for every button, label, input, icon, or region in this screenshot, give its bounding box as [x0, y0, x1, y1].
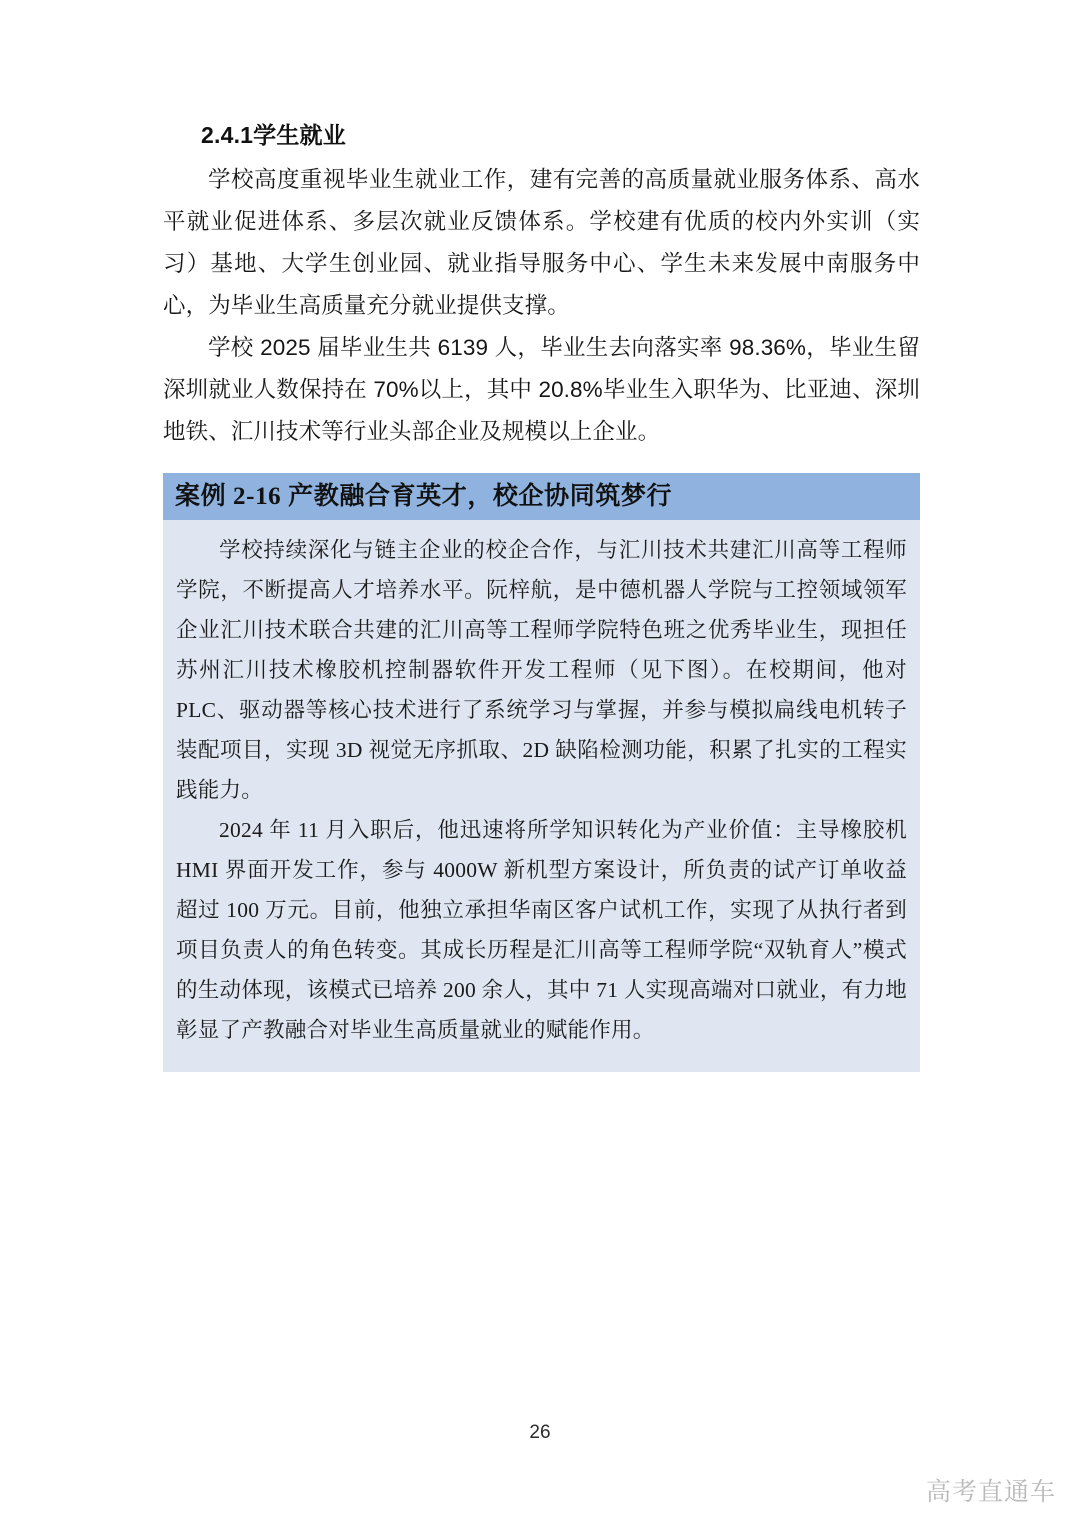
page-number: 26	[529, 1422, 551, 1443]
page-content	[163, 118, 920, 1072]
body-paragraph: 学校 2025 届毕业生共 6139 人，毕业生去向落实率 98.36%，毕业生留深圳就业人数保持在 70%以上，其中 20.8%毕业生入职华为、比亚迪、深圳地铁、汇川技术等行业头部企业及规模以上企业。	[163, 334, 920, 444]
case-study-paragraph: 学校持续深化与链主企业的校企合作，与汇川技术共建汇川高等工程师学院，不断提高人才培养水平。阮梓航，是中德机器人学院与工控领域领军企业汇川技术联合共建的汇川高等工程师学院特色班之优秀毕业生，现担任苏州汇川技术橡胶机控制器软件开发工程师（见下图）。在校期间，他对 PLC、驱动器等核心技术进行了系统学习与掌握，并参与模拟扁线电机转子装配项目，实现 3D 视觉无序抓取、2D 缺陷检测功能，积累了扎实的工程实践能力。	[176, 538, 907, 803]
case-study-paragraph: 2024 年 11 月入职后，他迅速将所学知识转化为产业价值：主导橡胶机 HMI 界面开发工作，参与 4000W 新机型方案设计，所负责的试产订单收益超过 100 万元。目前，他独立承担华南区客户试机工作，实现了从执行者到项目负责人的角色转变。其成长历程是汇川高等工程师学院“双轨育人”模式的生动体现，该模式已培养 200 余人，其中 71 人实现高端对口就业，有力地彰显了产教融合对毕业生高质量就业的赋能作用。	[176, 818, 907, 1043]
case-study-title: 案例 2-16 产教融合育英才，校企协同筑梦行	[175, 482, 673, 510]
body-paragraph: 学校高度重视毕业生就业工作，建有完善的高质量就业服务体系、高水平就业促进体系、多层次就业反馈体系。学校建有优质的校内外实训（实习）基地、大学生创业园、就业指导服务中心、学生未来发展中南服务中心，为毕业生高质量充分就业提供支撑。	[163, 166, 920, 318]
page-title: 2.4.1学生就业	[201, 122, 346, 148]
case-study-body	[163, 520, 920, 1072]
watermark: 高考直通车	[925, 1478, 1056, 1506]
case-study-box	[163, 473, 920, 1073]
case-study-title-bar	[163, 473, 920, 521]
